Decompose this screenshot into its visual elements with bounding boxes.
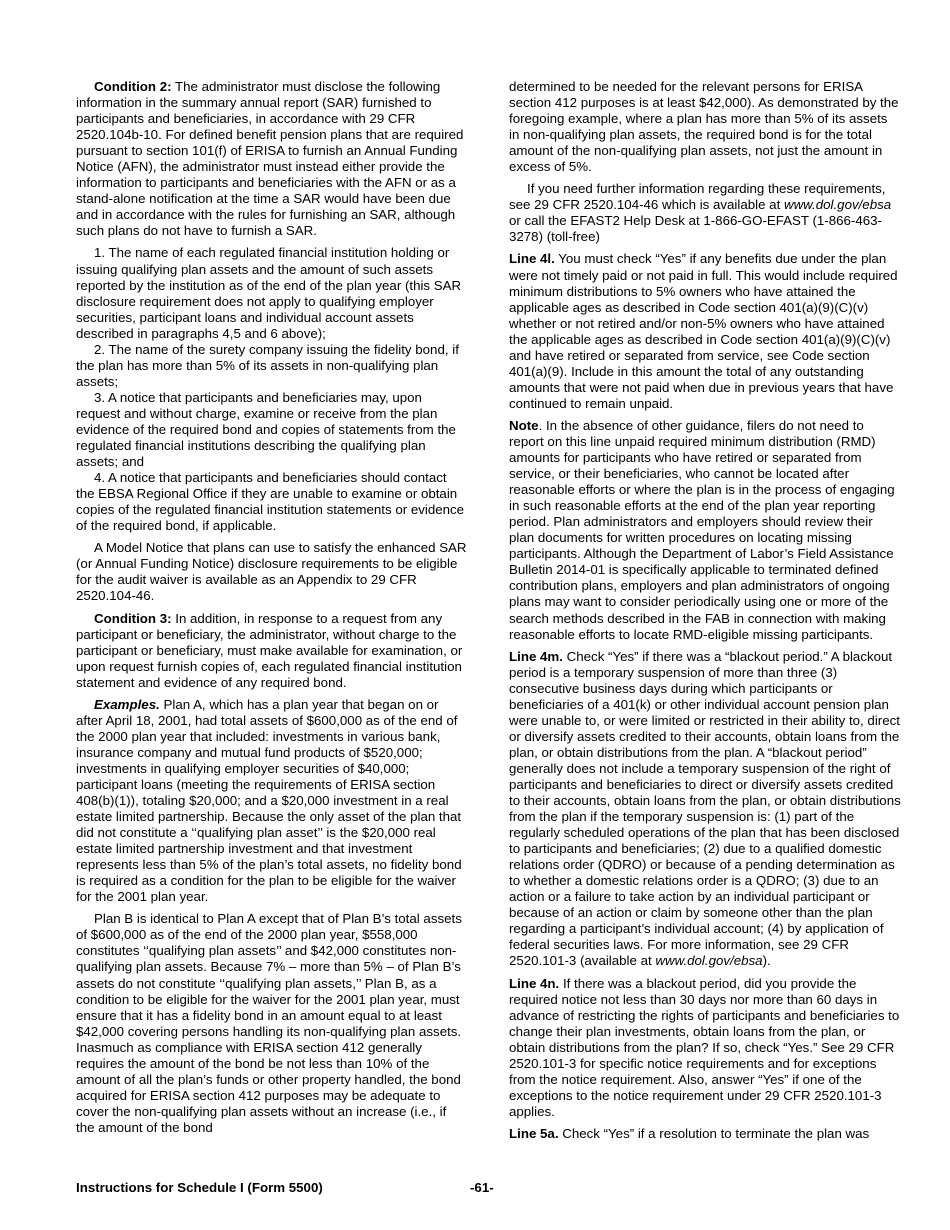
line-4n-heading: Line 4n. — [509, 975, 560, 991]
continued-paragraph: determined to be needed for the relevant persons for ERISA section 412 purposes is at least $42,000). As demonstrated by the foregoing example, where a plan has more than 5% of its assets in non-qualifying plan assets, the required bond is for the total amount of the non-qualifying plan assets, not just the amount in excess of 5%. — [509, 79, 899, 175]
dol-link[interactable]: www.dol.gov/ebsa — [655, 953, 763, 969]
page-number: -61- — [470, 1180, 494, 1195]
condition-3-heading: Condition 3: — [94, 610, 172, 626]
line-5a: Line 5a. Check “Yes” if a resolution to terminate the plan was — [509, 1125, 870, 1141]
dol-link[interactable]: www.dol.gov/ebsa — [783, 197, 892, 213]
line-4l: Line 4l. You must check “Yes” if any benefits due under the plan were not timely paid or not paid in full. This would include required minimum distributions to 5% owners who have attained the applicable ages as described in Code section 401(a)(9)(C)(v) whether or not retired and/or non-5% owners who have attained the applicable ages as described in Code section 401(a)(9)(C)(v) and have retired or separated from service, see Code section 401(a)(9). Include in this amount the total of any outstanding amounts that were not paid when due in previous years that have continued to remain unpaid. — [509, 251, 898, 411]
list-item: 4. A notice that participants and beneficiaries should contact the EBSA Regional Office if they are unable to examine or obtain copies of the regulated financial institution statements or evidence of the required bond, if applicable. — [76, 470, 465, 534]
footer-title: Instructions for Schedule I (Form 5500) — [76, 1180, 323, 1195]
examples-heading: Examples. — [94, 696, 160, 712]
right-column — [509, 79, 901, 1148]
line-5a-heading: Line 5a. — [509, 1125, 559, 1141]
list-item: 3. A notice that participants and beneficiaries may, upon request and without charge, examine or receive from the plan evidence of the required bond and copies of statements from the regulated financial institutions describing the qualifying plan assets; and — [76, 389, 456, 470]
condition-2: Condition 2: The administrator must disclose the following information in the summary annual report (SAR) furnished to participants and beneficiaries, in accordance with 29 CFR 2520.104b-10. For defined benefit pension plans that are required pursuant to section 101(f) of ERISA to furnish an Annual Funding Notice (AFN), the administrator must instead either provide the information to participants and beneficiaries with the AFN or as a stand-alone notification at the time a SAR would have been due and in accordance with the rules for furnishing an SAR, although such plans do not have to furnish a SAR. — [76, 79, 464, 239]
left-column — [76, 79, 468, 1142]
condition-3: Condition 3: In addition, in response to a request from any participant or beneficiary, the administrator, without charge to the participant or beneficiary, must make available for examination, or upon request furnish copies of, each regulated financial institution statement and evidence of any required bond. — [76, 610, 463, 690]
model-notice: A Model Notice that plans can use to satisfy the enhanced SAR (or Annual Funding Notice) disclosure requirements to be eligible for the audit waiver is available as an Appendix to 29 CFR 2520.104-46. — [76, 540, 467, 604]
line-4m: Line 4m. Check “Yes” if there was a “blackout period.” A blackout period is a temporary suspension of more than three (3) consecutive business days during which participants or beneficiaries of a 401(k) or other individual account pension plan were unable to, or were limited or restricted in their ability to, direct or diversify assets credited to their accounts, obtain loans from the plan, or obtain distributions from the plan. A “blackout period” generally does not include a temporary suspension of the right of participants and beneficiaries to direct or diversify assets credited to their accounts, obtain loans from the plan, or obtain distributions from the plan if the temporary suspension is: (1) part of the regularly scheduled operations of the plan that has been disclosed to participants and beneficiaries; (2) due to a qualified domestic relations order (QDRO) or because of a pending determination as to whether a domestic relations order is a QDRO; (3) due to an action or a failure to take action by an individual participant or because of an action or claim by someone other than the plan regarding a participant’s individual account; (4) by application of federal securities laws. For more information, see 29 CFR 2520.101-3 (available at www.dol.gov/ebsa). — [509, 648, 901, 969]
examples: Examples. Plan A, which has a plan year that began on or after April 18, 2001, had total assets of $600,000 as of the end of the 2000 plan year that included: investments in various bank, insurance company and mutual fund products of $520,000; investments in qualifying employer securities of $40,000; participant loans (meeting the requirements of ERISA section 408(b)(1)), totaling $20,000; and a $20,000 investment in a real estate limited partnership. Because the only asset of the plan that did not constitute a ‘‘qualifying plan asset’’ is the $20,000 real estate limited partnership investment and that investment represents less than 5% of the plan’s total assets, no fidelity bond is required as a condition for the plan to be eligible for the waiver for the 2001 plan year. — [76, 696, 462, 905]
list-item: 2. The name of the surety company issuing the fidelity bond, if the plan has more than 5% of its assets in non-qualifying plan assets; — [76, 341, 459, 389]
line-4l-heading: Line 4l. — [509, 251, 555, 267]
note: Note. In the absence of other guidance, filers do not need to report on this line unpaid required minimum distribution (RMD) amounts for participants who have retired or separated from service, or their beneficiaries, who cannot be located after reasonable efforts or where the plan is in the process of engaging in such reasonable efforts at the end of the plan year reporting period. Plan administrators and employers should review their plan documents for written procedures on locating missing participants. Although the Department of Labor’s Field Assistance Bulletin 2014-01 is specifically applicable to terminated defined contribution plans, employers and plan administrators of ongoing plans may want to consider periodically using one or more of the search methods described in the FAB in connection with making reasonable efforts to locate RMD-eligible missing participants. — [509, 417, 895, 642]
line-4m-heading: Line 4m. — [509, 648, 563, 664]
further-info: If you need further information regarding these requirements, see 29 CFR 2520.104-46 which is available at www.dol.gov/ebsa or call the EFAST2 Help Desk at 1-866-GO-EFAST (1-866-463-3278) (toll-free) — [509, 181, 892, 245]
note-heading: Note — [509, 417, 539, 433]
list-item: 1. The name of each regulated financial institution holding or issuing qualifying plan assets and the amount of such assets reported by the institution as of the end of the plan year (this SAR disclosure requirement does not apply to qualifying employer securities, participant loans and individual account assets described in paragraphs 4,5 and 6 above); — [76, 245, 462, 341]
plan-b-paragraph: Plan B is identical to Plan A except that of Plan B’s total assets of $600,000 as of the end of the 2000 plan year, $558,000 constitutes ‘‘qualifying plan assets’’ and $42,000 constitutes non-qualifying plan assets. Because 7% – more than 5% – of Plan B’s assets do not constitute ‘‘qualifying plan assets,’’ Plan B, as a condition to be eligible for the waiver for the 2001 plan year, must ensure that it has a fidelity bond in an amount equal to at least $42,000 covering persons handling its non-qualifying plan assets. Inasmuch as compliance with ERISA section 412 generally requires the amount of the bond be not less than 10% of the amount of all the plan’s funds or other property handled, the bond acquired for ERISA section 412 purposes may be adequate to cover the non-qualifying plan assets without an increase (i.e., if the amount of the bond — [76, 911, 462, 1135]
condition-2-heading: Condition 2: — [94, 79, 172, 94]
line-4n: Line 4n. If there was a blackout period, did you provide the required notice not less than 30 days nor more than 60 days in advance of restricting the rights of participants and beneficiaries to change their plan investments, obtain loans from the plan, or obtain distributions from the plan? If so, check “Yes.” See 29 CFR 2520.101-3 for specific notice requirements and for exceptions from the notice requirement. Also, answer “Yes” if one of the exceptions to the notice requirement under 29 CFR 2520.101-3 applies. — [509, 975, 900, 1119]
